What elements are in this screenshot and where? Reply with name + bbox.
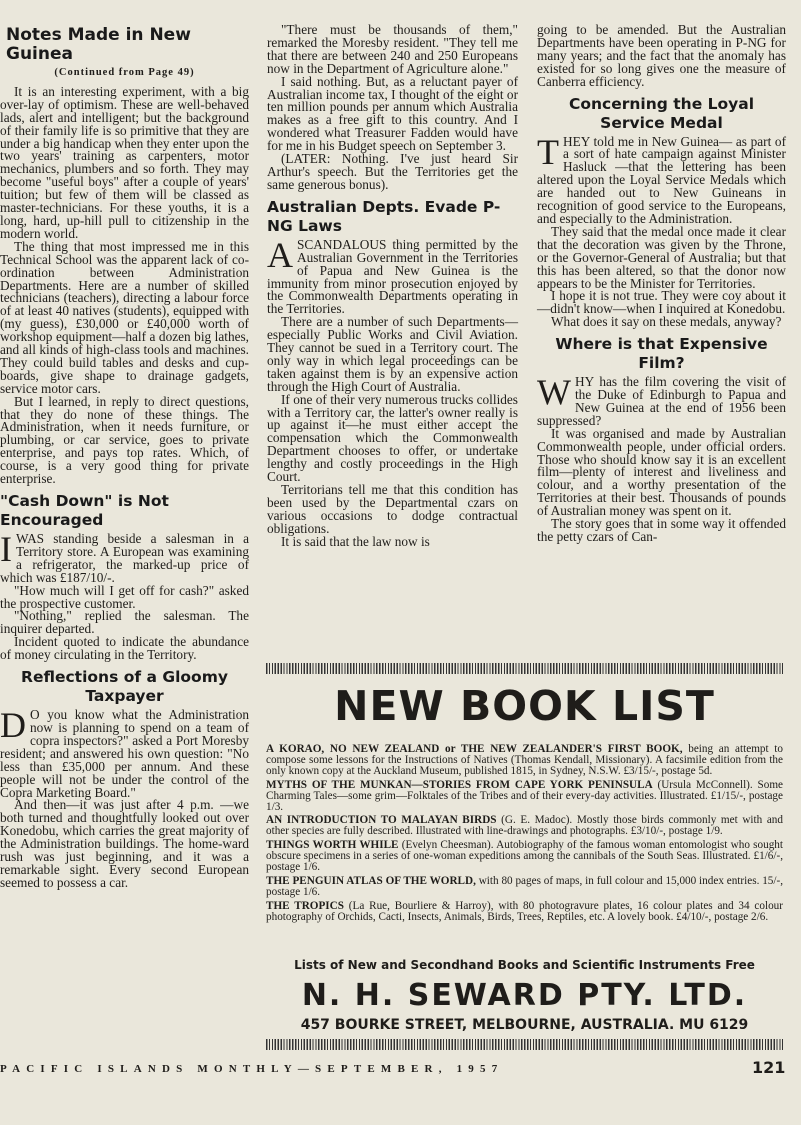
paragraph: Territorians tell me that this condition has been used by the Departmental czars on various occasions to dodge contractual obligations. [267,482,518,536]
ad-bottom-rule [266,1039,783,1050]
section-heading: Australian Depts. Evade P-NG Laws [267,197,501,235]
running-footer: PACIFIC ISLANDS MONTHLY—SEPTEMBER, 1957 [0,1063,504,1075]
drop-cap: T [537,131,559,172]
list-item: AN INTRODUCTION TO MALAYAN BIRDS (G. E. Madoc). Mostly those birds commonly met with and other species are fully described. Illustrated with line-drawings and photographs. £3/10/-, postage 1/9. [266,814,783,838]
drop-cap: D [0,705,26,746]
paragraph: THEY told me in New Guinea— as part of a sort of hate campaign against Minister Hasluck —that the lettering has been altered upon the Loyal Service Medals which are handed out to New Guineans in recognition of good service to the Europeans, and especially to the Administration. [537,131,786,226]
section-heading: Reflections of a Gloomy Taxpayer [21,668,228,706]
paragraph: It is said that the law now is [281,533,430,549]
paragraph: "Nothing," replied the salesman. The inquirer departed. [0,608,249,637]
book-list [266,744,783,926]
ad-top-rule [266,663,783,674]
paragraph: Incident quoted to indicate the abundance of money circulating in the Territory. [0,634,249,663]
section-heading: Where is that Expensive Film? [555,335,768,373]
paragraph: It is an interesting experiment, with a big over-lay of optimism. These are well-behaved lads, alert and intelligent; but the background of their family life is so primitive that they are under a big handicap when they enter upon the two years' training as carpenters, motor mechanics, plumbers and so forth. They may become "useful boys" after a couple of years' tuition; but few of them will be classed as master-technicians. For these youths, it is a long, hard, up-hill pull to citizenship in the modern world. [0,83,249,241]
paragraph: ASCANDALOUS thing permitted by the Australian Government in the Territories of Papua and New Guinea is the immunity from minor prosecution enjoyed by the Commonwealth Departments operating in the Territories. [267,234,518,317]
list-item: THE TROPICS (La Rue, Bourliere & Harroy), with 80 photogravure plates, 16 colour plates and 34 colour photography of Orchids, Cacti, Insects, Animals, Birds, Trees, Reptiles, etc. A lovely book. £4/10/-, postage 2/6. [266,899,783,923]
paragraph: But I learned, in reply to direct questions, that they do none of these things. The Administration, when it needs furniture, or plumbing, or car service, goes to private enterprise, and pays top rates. Which, of course, is a very good thing for private enterprise. [0,393,249,487]
continued-note: (Continued from Page 49) [54,67,195,78]
list-item: A KORAO, NO NEW ZEALAND or THE NEW ZEALANDER'S FIRST BOOK, being an attempt to compose some lessons for the Instructions of Natives (Thomas Kendall, Missionary). A facsimile edition from the only known copy at the Auckland Museum, published 1815, in Sydney, N.S.W. £3/15/-, postage 5d. [266,743,783,777]
company-name: N. H. SEWARD PTY. LTD. [301,978,748,1013]
column-right [537,24,786,544]
paragraph: And then—it was just after 4 p.m. —we both turned and thoughtfully looked out over Konedobu, which carries the great majority of the Administration buildings. The home-ward rush was just beginning, and it was a remarkable sight. Every second European seemed to possess a car. [0,797,249,890]
list-item: THE PENGUIN ATLAS OF THE WORLD, with 80 pages of maps, in full colour and 15,000 index entries. 15/-, postage 1/6. [266,874,784,898]
paragraph: I said nothing. But, as a reluctant payer of Australian income tax, I thought of the eight or ten million pounds per annum which Australia makes as a free gift to this country. And I wondered what Treasurer Fadden would have for me in his Budget speech on September 3. [267,73,518,154]
drop-cap: I [0,529,12,569]
paragraph: The story goes that in some way it offended the petty czars of Can- [537,516,786,544]
paragraph: WHY has the film covering the visit of the Duke of Edinburgh to Papua and New Guinea at the end of 1956 been suppressed? [537,372,786,428]
paragraph: going to be amended. But the Australian Departments have been operating in P-NG for many years; and the fact that the anomaly has existed for so long gives one the measure of Canberra efficiency. [537,22,786,89]
drop-cap: W [537,372,571,413]
paragraph: It was organised and made by Australian Commonwealth people, under official orders. Those who should know say it is an excellent film—plenty of interest and liveliness and colour, and a worthy presentation of the Territories at their best. Thousands of pounds of Australian money was spent on it. [537,425,786,519]
paragraph: (LATER: Nothing. I've just heard Sir Arthur's speech. But the Territories get the same generous bonus). [267,151,518,192]
ad-title: NEW BOOK LIST [334,682,715,730]
section-heading: "Cash Down" is Not Encouraged [0,492,169,529]
paragraph: IWAS standing beside a salesman in a Territory store. A European was examining a refrigerator, the marked-up price of which was £187/10/-. [0,529,249,585]
paragraph: "There must be thousands of them," remarked the Moresby resident. "They tell me that there are between 240 and 250 Europeans now in the Department of Agriculture alone." [267,22,518,76]
column-middle [267,24,518,549]
paragraph: The thing that most impressed me in this Technical School was the apparent lack of co-ordination between Administration Departments. Here are a number of skilled technicians (teachers), directing a labour force of at least 40 natives (students), equipped with (my guess), £30,000 or £40,000 worth of workshop equipment—half a dozen big lathes, and all kinds of high-class tools and machines. They could build tables and desks and cup-boards, give shape to drainage gadgets, service motor cars. [0,238,249,396]
page-number: 121 [752,1058,786,1077]
article-heading: Notes Made in New Guinea [6,25,191,64]
drop-cap: A [267,234,293,275]
lists-line: Lists of New and Secondhand Books and Scientific Instruments Free [294,958,755,972]
paragraph: "How much will I get off for cash?" asked the prospective customer. [0,582,249,611]
paragraph: There are a number of such Departments—especially Public Works and Civil Aviation. They cannot be sued in a Territory court. The only way in which legal proceedings can be taken against them is by an expensive action through the High Court of Australia. [267,314,518,394]
company-address: 457 BOURKE STREET, MELBOURNE, AUSTRALIA. MU 6129 [300,1017,749,1033]
section-heading: Concerning the Loyal Service Medal [568,94,755,132]
paragraph: I hope it is not true. They were coy about it—didn't know—when I inquired at Konedobu. [537,288,786,317]
paragraph: What does it say on these medals, anyway? [551,314,782,330]
paragraph: They said that the medal once made it clear that the decoration was given by the Throne, or the Governor-General of Australia; but that this has been altered, so that the donor now appears to be the Minister for Territories. [537,223,786,291]
list-item: THINGS WORTH WHILE (Evelyn Cheesman). Autobiography of the famous woman entomologist who sought obscure specimens in a series of one-woman expeditions among the cannibals of the South Seas. Illustrated. £1/6/-, postage 1/6. [266,839,783,874]
list-item: MYTHS OF THE MUNKAN—STORIES FROM CAPE YORK PENINSULA (Ursula McConnell). Some Charming Tales—some grim—Folktales of the Tribes and of their every-day activities. Illustrated. £1/15/-, postage 1/3. [266,778,783,813]
column-left [0,22,249,890]
paragraph: If one of their very numerous trucks collides with a Territory car, the latter's owner really is up against it—he must either accept the compensation which the Commonwealth Department chooses to offer, or undertake lengthy and costly proceedings in the High Court. [267,391,518,485]
paragraph: D O you know what the Administration now is planning to spend on a team of copra inspectors?" asked a Port Moresby resident; and answered his own question: "No less than £35,000 per annum. And these people will not be under the control of the Copra Marketing Board." [0,705,249,800]
